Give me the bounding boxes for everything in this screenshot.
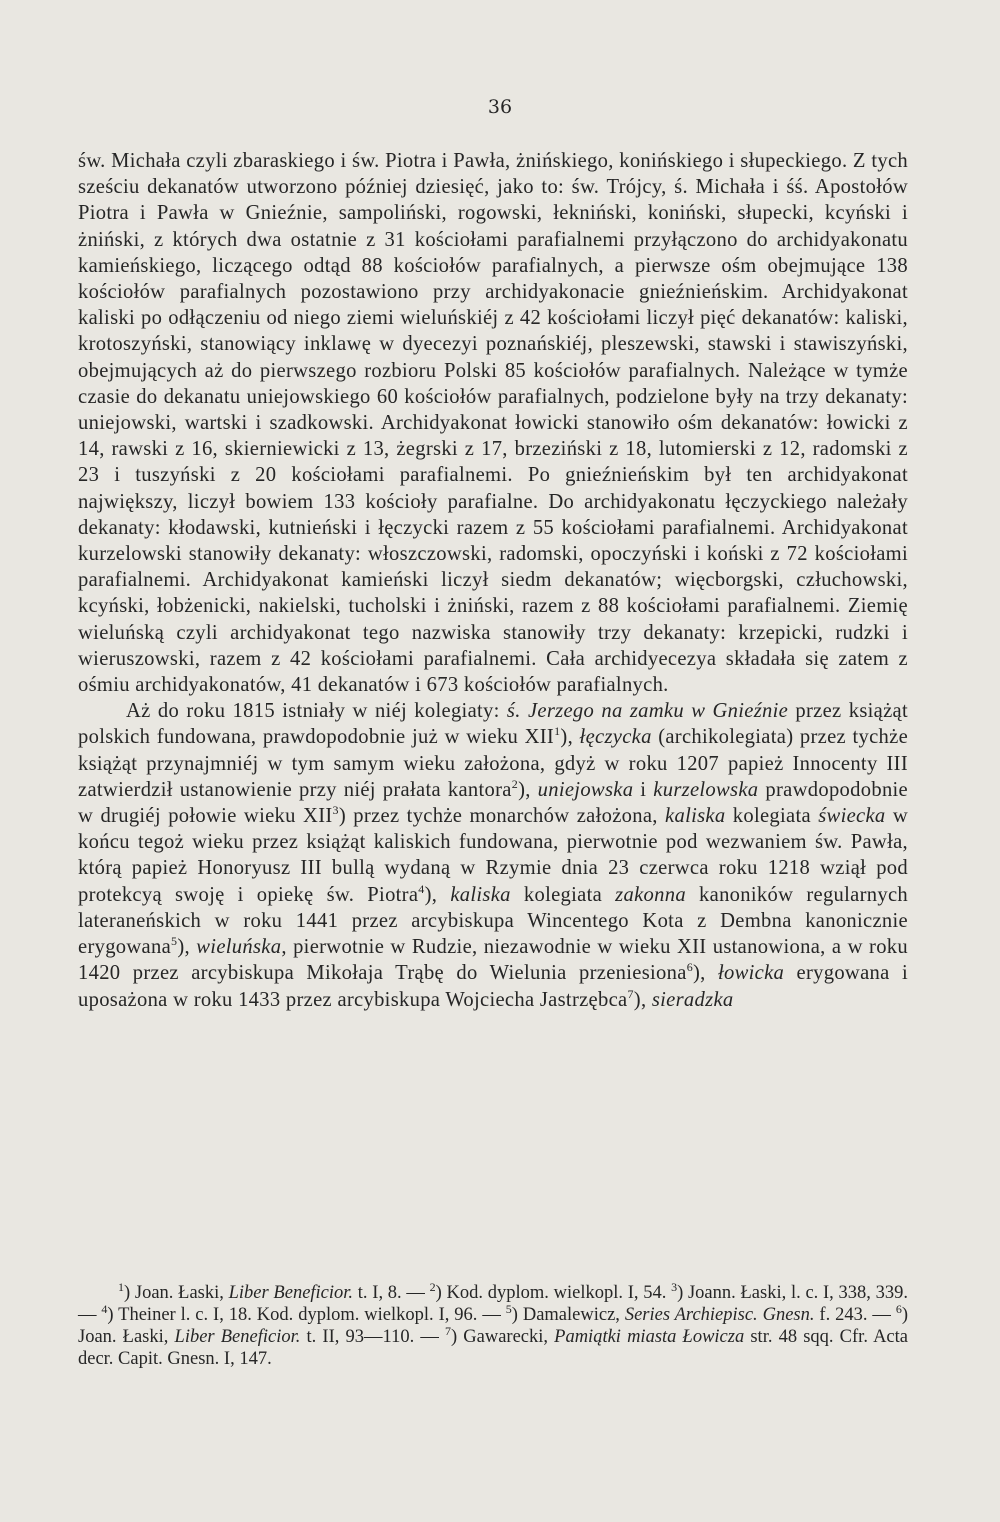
- footnote-marker: 3: [671, 1279, 678, 1294]
- text-run: ),: [693, 962, 718, 985]
- text-run: ) Gawarecki,: [450, 1327, 555, 1347]
- italic-text: Liber Beneficior.: [228, 1283, 354, 1303]
- footnote-marker: 6: [895, 1301, 902, 1316]
- text-run: , pierwotnie w Rudzie, niezawodnie w wieku XII ustanowiona, a w roku 1420 przez arcybiskupa Mikołaja Trąbę do Wielunia przeniesiona: [78, 936, 908, 985]
- text-run: ) Damalewicz,: [511, 1305, 625, 1325]
- footnote-marker: 6: [686, 960, 693, 975]
- text-run: ),: [633, 988, 652, 1011]
- footnote-marker: 7: [444, 1323, 451, 1338]
- paragraph-1: św. Michała czyli zbaraskiego i św. Piotra i Pawła, żnińskiego, konińskiego i słupeckiego. Z tych sześciu dekanatów utworzono później dziesięć, jako to: św. Trójcy, ś. Michała i śś. Apostołów Piotra i Pawła w Gnieźnie, sampoliński, rogowski, łekniński, koniński, słupecki, kcyński i żniński, z których dwa ostatnie z 31 kościołami parafialnemi przyłączono do archidyakonatu kamieńskiego, liczącego odtąd 88 kościołów parafialnych, a pierwsze ośm obejmujące 138 kościołów parafialnych pozostawiono przy archidyakonacie gnieźnieńskim. Archidyakonat kaliski po odłączeniu od niego ziemi wieluńskiéj z 42 kościołami liczył pięć dekanatów: kaliski, krotoszyński, stanowiący inklawę w dyecezyi poznańskiéj, pleszewski, stawski i stawiszyński, obejmujących aż do pierwszego rozbioru Polski 85 kościołów parafialnych. Należące w tymże czasie do dekanatu uniejowskiego 60 kościołów parafialnych, podzielone były na trzy dekanaty: uniejowski, wartski i szadkowski. Archidyakonat łowicki stanowiło ośm dekanatów: łowicki z 14, rawski z 16, skierniewicki z 13, żegrski z 17, brzeziński z 18, lutomierski z 12, radomski z 23 i tuszyński z 20 kościołami parafialnemi. Po gnieźnieńskim był ten archidyakonat największy, liczył bowiem 133 kościoły parafialne. Do archidyakonatu łęczyckiego należały dekanaty: kłodawski, kutnieński i łęczycki razem z 55 kościołami parafialnemi. Archidyakonat kurzelowski stanowiły dekanaty: włoszczowski, radomski, opoczyński i koński z 72 kościołami parafialnemi. Archidyakonat kamieński liczył siedm dekanatów; więcborgski, człuchowski, kcyński, łobżenicki, nakielski, tucholski i żniński, razem z 88 kościołami parafialnemi. Ziemię wieluńską czyli archidyakonat tego nazwiska stanowiły trzy dekanaty: krzepicki, rudzki i wieruszowski, razem z 42 kościołami parafialnemi. Cała archidyecezya składała się zatem z ośmiu archidyakonatów, 41 dekanatów i 673 kościołów parafialnych.: [78, 150, 908, 697]
- footnote-marker: 1: [554, 724, 561, 739]
- italic-text: kaliska: [665, 805, 726, 828]
- footnote-marker: 3: [332, 803, 339, 818]
- footnotes: [78, 1279, 909, 1370]
- text-run: przez książąt polskich fundowana, prawdopodobnie już w wieku XII: [78, 700, 909, 749]
- text-run: kanoników regularnych lateraneńskich w roku 1441 przez arcybiskupa Wincentego Kota z Dembna kanonicznie erygowana: [78, 883, 908, 959]
- text-run: t. II, 93—110. —: [300, 1327, 445, 1347]
- footnote-marker: 5: [505, 1301, 512, 1316]
- italic-text: Series Archiepisc. Gnesn.: [624, 1305, 815, 1325]
- italic-text: sieradzka: [651, 988, 734, 1011]
- italic-text: kurzelowska: [653, 778, 759, 801]
- text-run: erygowana i uposażona w roku 1433 przez arcybiskupa Wojciecha Jastrzębca: [78, 962, 908, 1011]
- footnote-block: [78, 1279, 909, 1370]
- text-run: f. 243. —: [814, 1305, 896, 1325]
- text-run: i: [633, 778, 654, 801]
- paragraph-2: [78, 698, 908, 1012]
- italic-text: łęczycka: [579, 726, 652, 749]
- text-run: ),: [560, 726, 580, 749]
- text-run: ),: [424, 883, 451, 906]
- text-run: (archikolegiata) przez tychże książąt przynajmniéj w tym samym wieku założona, gdyż w roku 1207 papież Innocenty III zatwierdził ustanowienie przy niéj prałata kantora: [78, 726, 909, 801]
- text-run: ) Joan. Łaski,: [124, 1283, 229, 1303]
- italic-text: Pamiątki miasta Łowicza: [554, 1327, 745, 1347]
- text-run: ) Joann. Łaski, l. c. I, 338, 339. —: [78, 1283, 908, 1325]
- italic-text: Liber Beneficior.: [174, 1327, 301, 1347]
- body-text: [78, 148, 908, 1013]
- text-run: ) Joan. Łaski,: [78, 1305, 909, 1347]
- footnote-marker: 1: [118, 1279, 124, 1294]
- text-run: ) przez tychże monarchów założona,: [338, 805, 666, 828]
- page-number: 36: [487, 96, 513, 118]
- italic-text: zakonna: [615, 883, 686, 906]
- footnote-marker: 7: [627, 986, 634, 1001]
- text-run: kolegiata: [725, 805, 819, 828]
- text-run: ),: [518, 778, 538, 801]
- text-run: Aż do roku 1815 istniały w niéj kolegiaty:: [126, 700, 507, 723]
- italic-text: kaliska: [450, 883, 511, 906]
- italic-text: łowicka: [718, 962, 785, 985]
- italic-text: wieluńska: [196, 936, 282, 959]
- footnote-marker: 2: [429, 1279, 436, 1294]
- text-run: ) Theiner l. c. I, 18. Kod. dyplom. wielkopl. I, 96. —: [107, 1305, 506, 1325]
- italic-text: ś. Jerzego na zamku w Gnieźnie: [506, 700, 789, 723]
- footnote-marker: 2: [511, 777, 519, 792]
- footnote-marker: 4: [101, 1301, 108, 1316]
- text-run: str. 48 sqq. Cfr. Acta decr. Capit. Gnesn. I, 147.: [78, 1327, 908, 1369]
- footnote-marker: 5: [171, 934, 178, 949]
- text-run: ),: [177, 936, 197, 959]
- italic-text: uniejowska: [537, 778, 634, 801]
- text-run: prawdopodobnie w drugiéj połowie wieku XII: [78, 778, 908, 828]
- footnote-marker: 4: [418, 881, 425, 896]
- italic-text: świecka: [818, 805, 886, 828]
- text-run: w końcu tegoż wieku przez książąt kaliskich fundowana, pierwotnie pod wezwaniem św. Pawła, którą papież Honoryusz III bullą wydaną w Rzymie dnia 23 czerwca roku 1218 wziął pod protekcyą swoję i opiekę św. Piotra: [78, 805, 908, 906]
- text-run: t. I, 8. —: [353, 1283, 430, 1303]
- text-run: ) Kod. dyplom. wielkopl. I, 54.: [435, 1283, 672, 1303]
- text-run: kolegiata: [510, 883, 616, 906]
